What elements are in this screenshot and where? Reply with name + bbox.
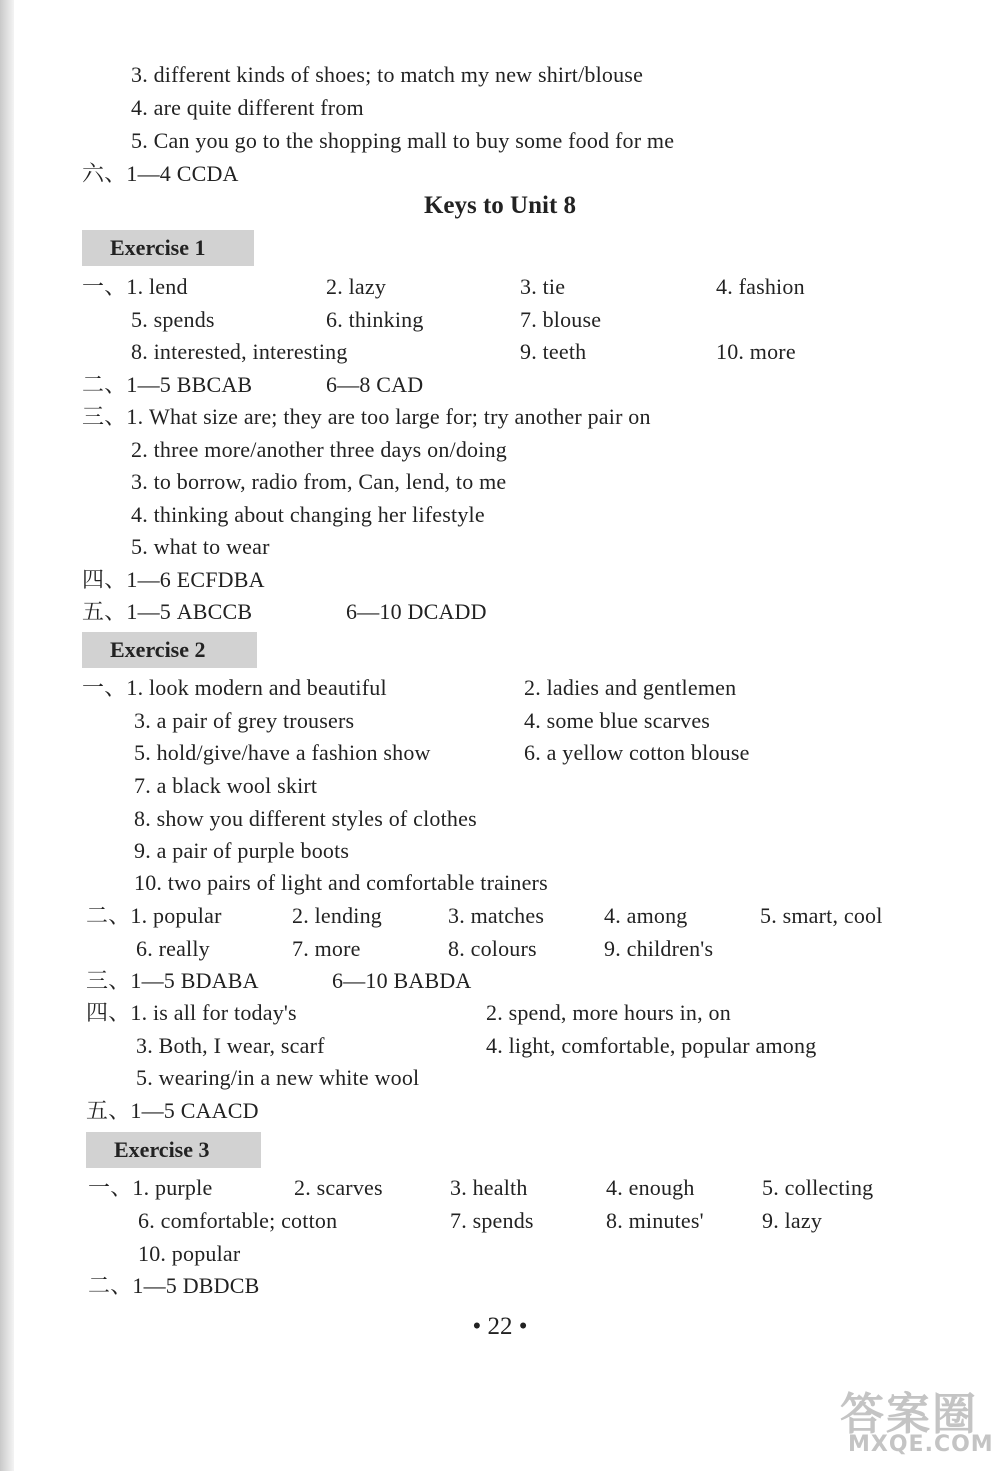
- answer-item: 6. a yellow cotton blouse: [524, 740, 750, 765]
- answer-item: 8. show you different styles of clothes: [134, 806, 477, 831]
- answer-item: 二、1. popular: [86, 903, 222, 928]
- answer-line: 3. to borrow, radio from, Can, lend, to me: [131, 469, 507, 494]
- answer-item: 二、1—5 BBCAB: [82, 372, 253, 397]
- answer-item: 五、1—5 ABCCB: [82, 599, 253, 624]
- answer-item: 3. Both, I wear, scarf: [136, 1033, 325, 1058]
- answer-item: 9. teeth: [520, 339, 587, 364]
- answer-item: 2. ladies and gentlemen: [524, 675, 737, 700]
- answer-item: 2. lazy: [326, 274, 387, 299]
- answer-item: 6—8 CAD: [326, 372, 424, 397]
- watermark-logo: 答案圈: [840, 1389, 978, 1440]
- scan-edge: [0, 0, 14, 1471]
- answer-item: 4. some blue scarves: [524, 708, 711, 733]
- answer-item: 9. children's: [604, 936, 714, 961]
- answer-item: 3. tie: [520, 274, 566, 299]
- exercise-2-heading: Exercise 2: [82, 632, 257, 668]
- answer-item: 4. enough: [606, 1175, 695, 1200]
- answer-item: 7. a black wool skirt: [134, 773, 318, 798]
- answer-line: 五、1—5 CAACD: [86, 1098, 259, 1123]
- exercise-1-heading: Exercise 1: [82, 230, 254, 266]
- answer-item: 5. hold/give/have a fashion show: [134, 740, 431, 765]
- answer-item: 一、1. lend: [82, 274, 188, 299]
- answer-line: 四、1—6 ECFDBA: [82, 567, 265, 592]
- answer-line: 5. Can you go to the shopping mall to buy some food for me: [131, 128, 675, 153]
- answer-item: 4. among: [604, 903, 688, 928]
- exercise-3-heading: Exercise 3: [86, 1132, 261, 1168]
- answer-item: 5. collecting: [762, 1175, 874, 1200]
- answer-item: 6—10 DCADD: [346, 599, 487, 624]
- answer-item: 8. interested, interesting: [131, 339, 348, 364]
- answer-item: 5. smart, cool: [760, 903, 883, 928]
- answer-item: 8. minutes': [606, 1208, 704, 1233]
- answer-item: 4. light, comfortable, popular among: [486, 1033, 817, 1058]
- answer-item: 10. popular: [138, 1241, 241, 1266]
- answer-item: 6—10 BABDA: [332, 968, 472, 993]
- answer-item: 2. scarves: [294, 1175, 383, 1200]
- answer-line: 3. different kinds of shoes; to match my new shirt/blouse: [131, 62, 644, 87]
- answer-item: 9. lazy: [762, 1208, 823, 1233]
- answer-item: 四、1. is all for today's: [86, 1000, 297, 1025]
- answer-line: 4. are quite different from: [131, 95, 364, 120]
- answer-item: 2. spend, more hours in, on: [486, 1000, 731, 1025]
- section-six-answer: 六、1—4 CCDA: [82, 161, 239, 186]
- answer-line: 三、1. What size are; they are too large for; try another pair on: [82, 404, 651, 429]
- answer-item: 5. spends: [131, 307, 215, 332]
- answer-item: 三、1—5 BDABA: [86, 968, 259, 993]
- answer-item: 7. blouse: [520, 307, 602, 332]
- answer-item: 10. more: [716, 339, 796, 364]
- answer-line: 4. thinking about changing her lifestyle: [131, 502, 485, 527]
- answer-line: 5. what to wear: [131, 534, 270, 559]
- answer-item: 6. comfortable; cotton: [138, 1208, 338, 1233]
- answer-line: 二、1—5 DBDCB: [88, 1273, 260, 1298]
- answer-item: 一、1. look modern and beautiful: [82, 675, 387, 700]
- answer-item: 9. a pair of purple boots: [134, 838, 350, 863]
- answer-item: 7. spends: [450, 1208, 534, 1233]
- answer-item: 4. fashion: [716, 274, 805, 299]
- answer-item: 5. wearing/in a new white wool: [136, 1065, 420, 1090]
- answer-line: 2. three more/another three days on/doing: [131, 437, 507, 462]
- answer-item: 2. lending: [292, 903, 382, 928]
- page-title: Keys to Unit 8: [423, 192, 577, 219]
- answer-item: 6. thinking: [326, 307, 424, 332]
- answer-item: 一、1. purple: [88, 1175, 213, 1200]
- watermark-url: MXQE.COM: [848, 1432, 994, 1457]
- answer-item: 6. really: [136, 936, 210, 961]
- answer-item: 8. colours: [448, 936, 537, 961]
- page-number: • 22 •: [472, 1313, 528, 1340]
- answer-item: 3. health: [450, 1175, 528, 1200]
- answer-item: 10. two pairs of light and comfortable trainers: [134, 870, 548, 895]
- answer-item: 3. a pair of grey trousers: [134, 708, 355, 733]
- answer-item: 3. matches: [448, 903, 545, 928]
- answer-item: 7. more: [292, 936, 361, 961]
